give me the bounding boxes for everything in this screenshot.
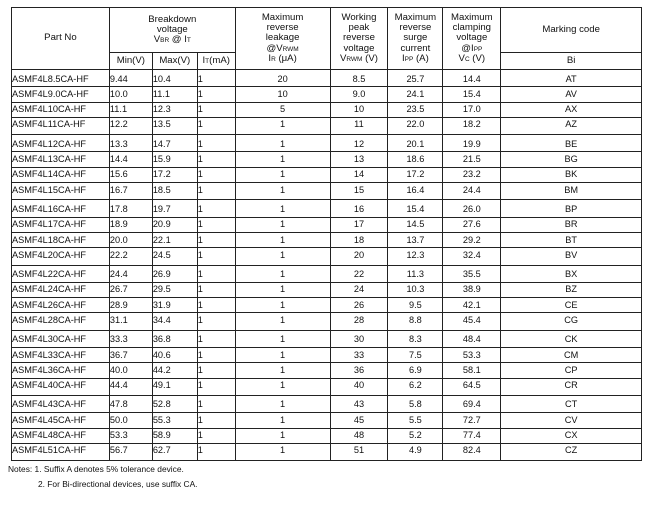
cell-max-v: 11.1 — [152, 87, 197, 102]
cell-ipp: 11.3 — [388, 265, 443, 282]
cell-it-ma: 1 — [197, 70, 235, 87]
cell-ipp: 10.3 — [388, 282, 443, 297]
cell-min-v: 15.6 — [109, 167, 152, 182]
table-row — [12, 87, 642, 102]
cell-it-ma: 1 — [197, 183, 235, 200]
cell-min-v: 13.3 — [109, 135, 152, 152]
cell-min-v: 11.1 — [109, 102, 152, 117]
cell-max-v: 58.9 — [152, 428, 197, 443]
cell-vc: 32.4 — [443, 248, 501, 265]
cell-marking-code: CG — [501, 313, 642, 330]
cell-it-ma: 1 — [197, 87, 235, 102]
header-max-reverse-surge-current: Maximum reverse surge current IPP (A) — [388, 8, 443, 70]
cell-part-no: ASMF4L15CA-HF — [12, 183, 110, 200]
cell-vrwm: 13 — [330, 152, 388, 167]
cell-ir: 1 — [235, 313, 330, 330]
cell-ir: 1 — [235, 298, 330, 313]
cell-max-v: 15.9 — [152, 152, 197, 167]
cell-vc: 64.5 — [443, 378, 501, 395]
cell-min-v: 31.1 — [109, 313, 152, 330]
cell-it-ma: 1 — [197, 443, 235, 460]
cell-min-v: 14.4 — [109, 152, 152, 167]
cell-vc: 17.0 — [443, 102, 501, 117]
cell-vc: 18.2 — [443, 117, 501, 134]
table-row — [12, 378, 642, 395]
cell-ipp: 8.3 — [388, 330, 443, 347]
cell-vrwm: 15 — [330, 183, 388, 200]
cell-ipp: 12.3 — [388, 248, 443, 265]
cell-vrwm: 36 — [330, 363, 388, 378]
cell-ir: 1 — [235, 413, 330, 428]
cell-marking-code: BZ — [501, 282, 642, 297]
cell-it-ma: 1 — [197, 330, 235, 347]
cell-marking-code: BR — [501, 217, 642, 232]
cell-max-v: 13.5 — [152, 117, 197, 134]
table-row — [12, 248, 642, 265]
cell-vc: 24.4 — [443, 183, 501, 200]
cell-ir: 10 — [235, 87, 330, 102]
cell-ipp: 7.5 — [388, 348, 443, 363]
cell-it-ma: 1 — [197, 428, 235, 443]
cell-vrwm: 22 — [330, 265, 388, 282]
cell-max-v: 12.3 — [152, 102, 197, 117]
cell-ipp: 16.4 — [388, 183, 443, 200]
header-marking-code: Marking code — [501, 8, 642, 53]
cell-it-ma: 1 — [197, 102, 235, 117]
cell-part-no: ASMF4L11CA-HF — [12, 117, 110, 134]
cell-part-no: ASMF4L45CA-HF — [12, 413, 110, 428]
notes — [8, 462, 198, 492]
cell-max-v: 10.4 — [152, 70, 197, 87]
cell-ir: 1 — [235, 167, 330, 182]
table-row — [12, 348, 642, 363]
cell-part-no: ASMF4L18CA-HF — [12, 232, 110, 247]
cell-vc: 53.3 — [443, 348, 501, 363]
cell-vc: 38.9 — [443, 282, 501, 297]
table-row — [12, 282, 642, 297]
cell-part-no: ASMF4L51CA-HF — [12, 443, 110, 460]
cell-vc: 29.2 — [443, 232, 501, 247]
header-max-clamping-voltage: Maximum clamping voltage @IPP VC (V) — [443, 8, 501, 70]
cell-marking-code: CK — [501, 330, 642, 347]
cell-ir: 5 — [235, 102, 330, 117]
cell-ipp: 5.2 — [388, 428, 443, 443]
cell-marking-code: BG — [501, 152, 642, 167]
cell-part-no: ASMF4L40CA-HF — [12, 378, 110, 395]
cell-vrwm: 12 — [330, 135, 388, 152]
cell-marking-code: CZ — [501, 443, 642, 460]
cell-min-v: 9.44 — [109, 70, 152, 87]
cell-max-v: 52.8 — [152, 395, 197, 412]
cell-max-v: 36.8 — [152, 330, 197, 347]
cell-vc: 58.1 — [443, 363, 501, 378]
cell-max-v: 49.1 — [152, 378, 197, 395]
header-min-v: Min(V) — [109, 53, 152, 70]
cell-max-v: 62.7 — [152, 443, 197, 460]
cell-marking-code: CP — [501, 363, 642, 378]
cell-marking-code: BV — [501, 248, 642, 265]
cell-it-ma: 1 — [197, 298, 235, 313]
cell-ipp: 8.8 — [388, 313, 443, 330]
header-bi: Bi — [501, 53, 642, 70]
cell-ipp: 20.1 — [388, 135, 443, 152]
cell-min-v: 53.3 — [109, 428, 152, 443]
cell-marking-code: CM — [501, 348, 642, 363]
table-row — [12, 217, 642, 232]
header-part-no: Part No — [12, 8, 110, 70]
electrical-characteristics-table — [11, 7, 642, 461]
table-row — [12, 298, 642, 313]
cell-part-no: ASMF4L22CA-HF — [12, 265, 110, 282]
cell-ir: 1 — [235, 265, 330, 282]
cell-it-ma: 1 — [197, 378, 235, 395]
cell-min-v: 17.8 — [109, 200, 152, 217]
cell-ir: 1 — [235, 200, 330, 217]
cell-marking-code: BE — [501, 135, 642, 152]
cell-vc: 21.5 — [443, 152, 501, 167]
cell-part-no: ASMF4L26CA-HF — [12, 298, 110, 313]
cell-max-v: 34.4 — [152, 313, 197, 330]
note-1: Notes: 1. Suffix A denotes 5% tolerance device. — [8, 464, 184, 474]
cell-ipp: 5.5 — [388, 413, 443, 428]
table-row — [12, 102, 642, 117]
cell-marking-code: CX — [501, 428, 642, 443]
table-header — [12, 8, 642, 70]
cell-it-ma: 1 — [197, 348, 235, 363]
table-body — [12, 70, 642, 461]
cell-ir: 1 — [235, 183, 330, 200]
cell-part-no: ASMF4L13CA-HF — [12, 152, 110, 167]
cell-max-v: 14.7 — [152, 135, 197, 152]
cell-ipp: 6.2 — [388, 378, 443, 395]
table-row — [12, 200, 642, 217]
cell-ipp: 13.7 — [388, 232, 443, 247]
cell-it-ma: 1 — [197, 248, 235, 265]
cell-max-v: 40.6 — [152, 348, 197, 363]
cell-part-no: ASMF4L9.0CA-HF — [12, 87, 110, 102]
cell-vc: 23.2 — [443, 167, 501, 182]
cell-vrwm: 43 — [330, 395, 388, 412]
cell-vrwm: 28 — [330, 313, 388, 330]
cell-min-v: 10.0 — [109, 87, 152, 102]
cell-max-v: 22.1 — [152, 232, 197, 247]
cell-ir: 1 — [235, 378, 330, 395]
cell-marking-code: AX — [501, 102, 642, 117]
table-row — [12, 167, 642, 182]
cell-min-v: 22.2 — [109, 248, 152, 265]
cell-vrwm: 48 — [330, 428, 388, 443]
cell-it-ma: 1 — [197, 152, 235, 167]
cell-ipp: 5.8 — [388, 395, 443, 412]
cell-it-ma: 1 — [197, 217, 235, 232]
header-working-peak-reverse-voltage: Working peak reverse voltage VRWM (V) — [330, 8, 388, 70]
cell-part-no: ASMF4L17CA-HF — [12, 217, 110, 232]
cell-ir: 1 — [235, 443, 330, 460]
cell-ir: 1 — [235, 217, 330, 232]
cell-part-no: ASMF4L10CA-HF — [12, 102, 110, 117]
cell-ipp: 9.5 — [388, 298, 443, 313]
cell-min-v: 18.9 — [109, 217, 152, 232]
cell-ir: 1 — [235, 363, 330, 378]
cell-ipp: 6.9 — [388, 363, 443, 378]
cell-vrwm: 24 — [330, 282, 388, 297]
cell-part-no: ASMF4L16CA-HF — [12, 200, 110, 217]
cell-min-v: 24.4 — [109, 265, 152, 282]
table-row — [12, 152, 642, 167]
cell-max-v: 31.9 — [152, 298, 197, 313]
cell-ir: 1 — [235, 395, 330, 412]
cell-vrwm: 26 — [330, 298, 388, 313]
cell-min-v: 47.8 — [109, 395, 152, 412]
cell-part-no: ASMF4L30CA-HF — [12, 330, 110, 347]
cell-vc: 14.4 — [443, 70, 501, 87]
note-2: 2. For Bi-directional devices, use suffix CA. — [38, 479, 198, 489]
cell-min-v: 36.7 — [109, 348, 152, 363]
cell-vc: 77.4 — [443, 428, 501, 443]
cell-it-ma: 1 — [197, 313, 235, 330]
cell-min-v: 50.0 — [109, 413, 152, 428]
cell-part-no: ASMF4L24CA-HF — [12, 282, 110, 297]
cell-it-ma: 1 — [197, 282, 235, 297]
cell-marking-code: CV — [501, 413, 642, 428]
cell-max-v: 55.3 — [152, 413, 197, 428]
cell-marking-code: AV — [501, 87, 642, 102]
cell-vrwm: 9.0 — [330, 87, 388, 102]
table-row — [12, 265, 642, 282]
cell-ir: 1 — [235, 248, 330, 265]
cell-it-ma: 1 — [197, 135, 235, 152]
cell-min-v: 44.4 — [109, 378, 152, 395]
cell-ipp: 18.6 — [388, 152, 443, 167]
cell-marking-code: CR — [501, 378, 642, 395]
cell-vrwm: 8.5 — [330, 70, 388, 87]
cell-vrwm: 45 — [330, 413, 388, 428]
cell-min-v: 12.2 — [109, 117, 152, 134]
cell-it-ma: 1 — [197, 363, 235, 378]
cell-part-no: ASMF4L20CA-HF — [12, 248, 110, 265]
cell-vrwm: 17 — [330, 217, 388, 232]
cell-vc: 35.5 — [443, 265, 501, 282]
table-row — [12, 428, 642, 443]
table-row — [12, 413, 642, 428]
cell-max-v: 24.5 — [152, 248, 197, 265]
cell-vrwm: 14 — [330, 167, 388, 182]
cell-ipp: 22.0 — [388, 117, 443, 134]
cell-marking-code: BM — [501, 183, 642, 200]
table-row — [12, 443, 642, 460]
cell-vrwm: 16 — [330, 200, 388, 217]
cell-marking-code: BK — [501, 167, 642, 182]
cell-min-v: 16.7 — [109, 183, 152, 200]
cell-it-ma: 1 — [197, 395, 235, 412]
cell-max-v: 18.5 — [152, 183, 197, 200]
header-max-v: Max(V) — [152, 53, 197, 70]
cell-vrwm: 20 — [330, 248, 388, 265]
cell-max-v: 29.5 — [152, 282, 197, 297]
cell-min-v: 56.7 — [109, 443, 152, 460]
cell-min-v: 26.7 — [109, 282, 152, 297]
cell-part-no: ASMF4L43CA-HF — [12, 395, 110, 412]
cell-max-v: 26.9 — [152, 265, 197, 282]
cell-marking-code: AT — [501, 70, 642, 87]
cell-ir: 20 — [235, 70, 330, 87]
table-row — [12, 330, 642, 347]
cell-part-no: ASMF4L14CA-HF — [12, 167, 110, 182]
header-breakdown-voltage: Breakdown voltage VBR @ IT — [109, 8, 235, 53]
cell-ipp: 17.2 — [388, 167, 443, 182]
cell-ir: 1 — [235, 282, 330, 297]
cell-ipp: 4.9 — [388, 443, 443, 460]
cell-max-v: 44.2 — [152, 363, 197, 378]
cell-vc: 69.4 — [443, 395, 501, 412]
cell-ipp: 24.1 — [388, 87, 443, 102]
cell-vc: 26.0 — [443, 200, 501, 217]
cell-vrwm: 30 — [330, 330, 388, 347]
cell-max-v: 20.9 — [152, 217, 197, 232]
cell-it-ma: 1 — [197, 265, 235, 282]
cell-ir: 1 — [235, 348, 330, 363]
cell-ir: 1 — [235, 330, 330, 347]
cell-vc: 82.4 — [443, 443, 501, 460]
cell-marking-code: CE — [501, 298, 642, 313]
cell-marking-code: AZ — [501, 117, 642, 134]
cell-part-no: ASMF4L48CA-HF — [12, 428, 110, 443]
header-it-ma: IT(mA) — [197, 53, 235, 70]
cell-vrwm: 11 — [330, 117, 388, 134]
cell-ipp: 15.4 — [388, 200, 443, 217]
cell-it-ma: 1 — [197, 167, 235, 182]
cell-marking-code: CT — [501, 395, 642, 412]
cell-ipp: 23.5 — [388, 102, 443, 117]
table-row — [12, 70, 642, 87]
cell-vc: 72.7 — [443, 413, 501, 428]
cell-ipp: 25.7 — [388, 70, 443, 87]
cell-ir: 1 — [235, 135, 330, 152]
cell-it-ma: 1 — [197, 117, 235, 134]
cell-ir: 1 — [235, 152, 330, 167]
table-row — [12, 183, 642, 200]
cell-vrwm: 51 — [330, 443, 388, 460]
table-row — [12, 363, 642, 378]
cell-it-ma: 1 — [197, 232, 235, 247]
cell-marking-code: BX — [501, 265, 642, 282]
cell-vc: 27.6 — [443, 217, 501, 232]
cell-max-v: 19.7 — [152, 200, 197, 217]
cell-vc: 45.4 — [443, 313, 501, 330]
table-row — [12, 135, 642, 152]
cell-ir: 1 — [235, 428, 330, 443]
cell-min-v: 33.3 — [109, 330, 152, 347]
cell-vc: 19.9 — [443, 135, 501, 152]
cell-part-no: ASMF4L12CA-HF — [12, 135, 110, 152]
cell-marking-code: BT — [501, 232, 642, 247]
cell-vrwm: 33 — [330, 348, 388, 363]
header-max-reverse-leakage: Maximum reverse leakage @VRWM IR (μA) — [235, 8, 330, 70]
cell-vrwm: 18 — [330, 232, 388, 247]
cell-it-ma: 1 — [197, 200, 235, 217]
cell-ir: 1 — [235, 232, 330, 247]
cell-vc: 42.1 — [443, 298, 501, 313]
cell-part-no: ASMF4L36CA-HF — [12, 363, 110, 378]
table-row — [12, 117, 642, 134]
cell-part-no: ASMF4L28CA-HF — [12, 313, 110, 330]
cell-vc: 15.4 — [443, 87, 501, 102]
table-row — [12, 232, 642, 247]
table-row — [12, 395, 642, 412]
table-row — [12, 313, 642, 330]
cell-min-v: 40.0 — [109, 363, 152, 378]
cell-vrwm: 40 — [330, 378, 388, 395]
cell-vc: 48.4 — [443, 330, 501, 347]
cell-max-v: 17.2 — [152, 167, 197, 182]
cell-ipp: 14.5 — [388, 217, 443, 232]
cell-min-v: 28.9 — [109, 298, 152, 313]
cell-part-no: ASMF4L33CA-HF — [12, 348, 110, 363]
cell-ir: 1 — [235, 117, 330, 134]
cell-vrwm: 10 — [330, 102, 388, 117]
cell-it-ma: 1 — [197, 413, 235, 428]
cell-part-no: ASMF4L8.5CA-HF — [12, 70, 110, 87]
cell-marking-code: BP — [501, 200, 642, 217]
cell-min-v: 20.0 — [109, 232, 152, 247]
